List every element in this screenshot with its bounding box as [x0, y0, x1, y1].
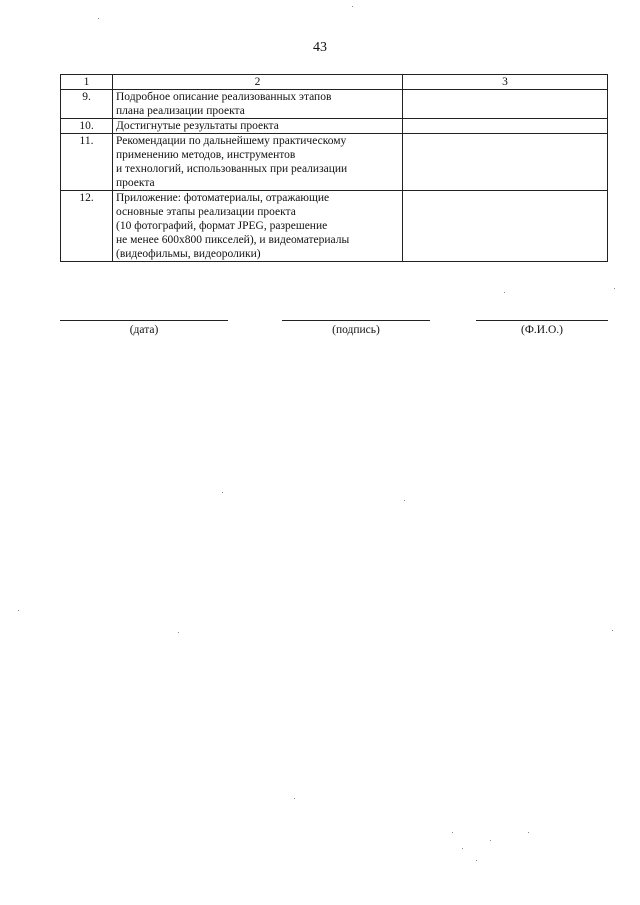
row-value-cell [403, 90, 608, 119]
row-description-cell: Приложение: фотоматериалы, отражающие основные этапы реализации проекта (10 фотографий, формат JPEG, разрешение не менее 600x800 пикселей), и видеоматериалы (видеофильмы, видеоролики) [113, 191, 403, 262]
table-row [61, 191, 608, 262]
row-value-cell [403, 191, 608, 262]
row-number-cell: 12. [61, 191, 113, 262]
row-value-cell [403, 134, 608, 191]
scan-speck [462, 848, 463, 849]
row-number-cell: 11. [61, 134, 113, 191]
scan-speck [452, 832, 453, 833]
scan-speck [222, 492, 223, 493]
header-cell-1: 1 [61, 75, 113, 90]
scan-speck [178, 632, 179, 633]
row-value-cell [403, 119, 608, 134]
scan-speck [614, 288, 615, 289]
table-row [61, 119, 608, 134]
scan-speck [98, 18, 99, 19]
scan-speck [352, 6, 353, 7]
table-header-row [61, 75, 608, 90]
header-cell-3: 3 [403, 75, 608, 90]
row-description-cell: Достигнутые результаты проекта [113, 119, 403, 134]
row-description-cell: Рекомендации по дальнейшему практическому применению методов, инструментов и технологий, использованных при реализации проекта [113, 134, 403, 191]
scan-speck [504, 292, 505, 293]
date-line [60, 320, 228, 321]
row-number-cell: 9. [61, 90, 113, 119]
scan-speck [294, 798, 295, 799]
scan-speck [490, 840, 491, 841]
table-row [61, 90, 608, 119]
name-caption: (Ф.И.О.) [521, 324, 563, 336]
date-caption: (дата) [129, 324, 159, 336]
project-report-table [60, 74, 608, 262]
scan-speck [612, 630, 613, 631]
signature-line [282, 320, 430, 321]
page-number: 43 [313, 40, 327, 55]
scan-speck [18, 610, 19, 611]
scan-speck [404, 500, 405, 501]
table-row [61, 134, 608, 191]
scan-speck [476, 860, 477, 861]
row-description-cell: Подробное описание реализованных этапов плана реализации проекта [113, 90, 403, 119]
scan-speck [528, 832, 529, 833]
header-cell-2: 2 [113, 75, 403, 90]
name-line [476, 320, 608, 321]
signature-caption: (подпись) [332, 324, 380, 336]
row-number-cell: 10. [61, 119, 113, 134]
